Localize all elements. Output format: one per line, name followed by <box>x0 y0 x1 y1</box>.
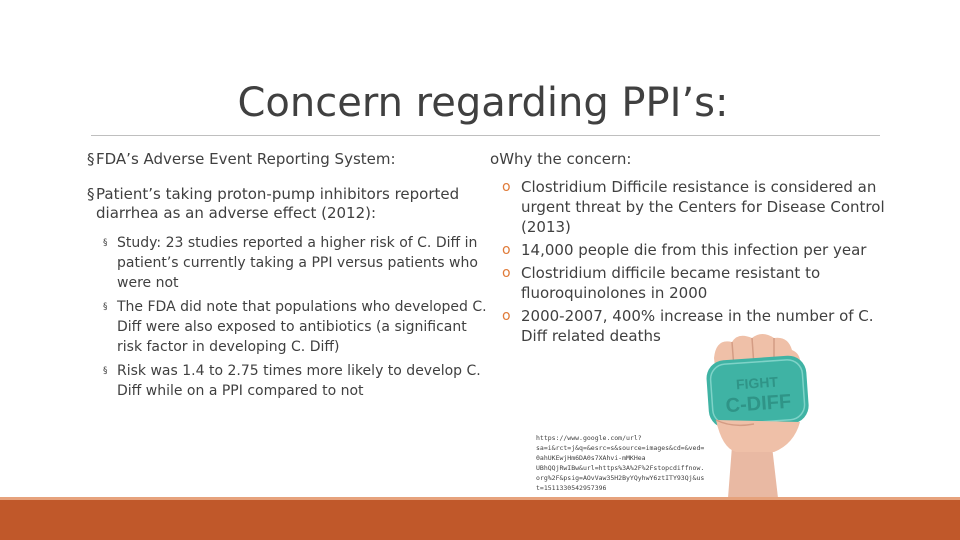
left-bullet-1: § FDA’s Adverse Event Reporting System: <box>87 150 396 168</box>
left-sub-bullet-2: § The FDA did note that populations who developed C. Diff were also exposed to antibiotics (a significant risk factor in developing C. Diff) <box>103 299 487 355</box>
image-source-url[interactable]: https://www.google.com/url?sa=i&rct=j&q=&esrc=s&source=images&cd=&ved=0ahUKEwjHm6DA0s7XAhvi-mMKHea UBhQQjRwIBw&url=https%3A%2F%2Fstopcdiffnow.org%2F&psig=AOvVaw35H2ByYQyhwY6ztITY93Qj&ust=1511330542957396 <box>536 434 705 492</box>
right-bullet-4: o 2000-2007, 400% increase in the number of C. Diff related deaths <box>502 307 874 345</box>
square-bullet-icon: § <box>87 185 95 203</box>
soap-text-cdiff: C-DIFF <box>724 390 792 418</box>
square-bullet-icon: § <box>103 238 108 248</box>
soap-text-fight: FIGHT <box>735 373 779 393</box>
left-column <box>87 150 487 401</box>
square-bullet-icon: § <box>103 302 108 312</box>
left-bullet-2: § Patient’s taking proton-pump inhibitors reported diarrhea as an adverse effect (2012): <box>87 185 460 222</box>
right-bullet-1: o Clostridium Difficile resistance is considered an urgent threat by the Centers for Disease Control (2013) <box>502 178 885 236</box>
soap-bar <box>705 355 809 430</box>
circle-bullet-icon: o <box>490 150 500 168</box>
square-bullet-icon: § <box>87 150 95 168</box>
circle-bullet-icon: o <box>502 265 511 281</box>
slide-title: Concern regarding PPI’s: <box>237 80 729 126</box>
footer-bar <box>0 497 960 540</box>
right-bullet-2: o 14,000 people die from this infection per year <box>502 241 867 259</box>
title-divider <box>91 135 880 136</box>
right-heading: oWhy the concern: <box>490 150 632 168</box>
hand-holding-soap-illustration <box>702 328 812 498</box>
footer-accent-line <box>0 497 960 500</box>
square-bullet-icon: § <box>103 366 108 376</box>
left-sub-bullet-3: § Risk was 1.4 to 2.75 times more likely to develop C. Diff while on a PPI compared to not <box>103 363 481 399</box>
circle-bullet-icon: o <box>502 242 511 258</box>
right-column <box>490 150 890 346</box>
circle-bullet-icon: o <box>502 179 511 195</box>
right-bullet-3: o Clostridium difficile became resistant to fluoroquinolones in 2000 <box>502 264 821 302</box>
circle-bullet-icon: o <box>502 308 511 324</box>
left-sub-bullet-1: § Study: 23 studies reported a higher risk of C. Diff in patient’s currently taking a PPI versus patients who were not <box>103 235 478 291</box>
fight-cdiff-soap-image <box>702 328 812 498</box>
